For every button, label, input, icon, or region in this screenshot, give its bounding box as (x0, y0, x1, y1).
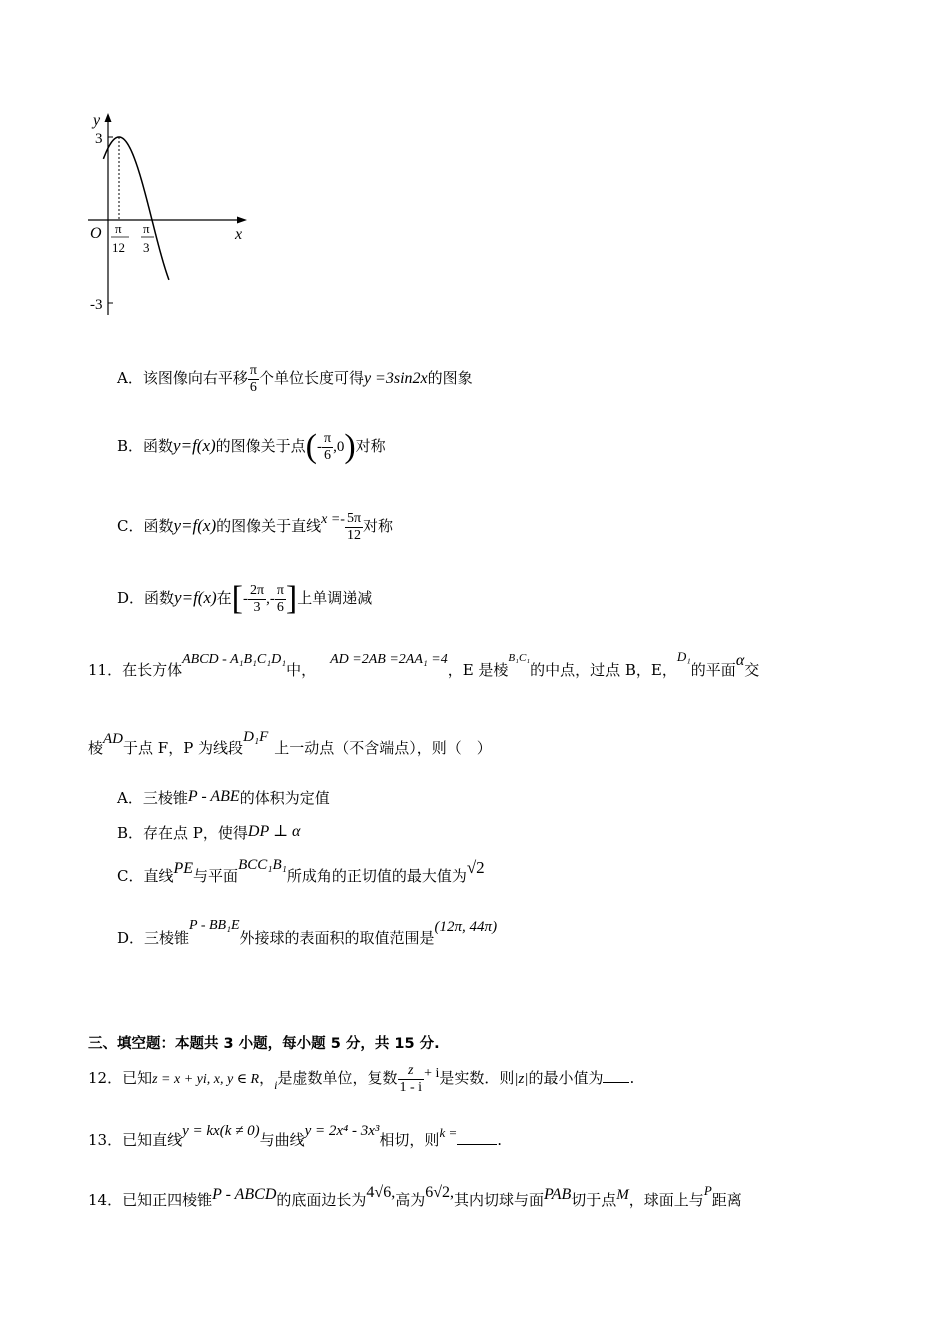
y-axis-label: y (93, 112, 101, 129)
y-min-label: -3 (90, 297, 103, 313)
x-axis-arrow (237, 217, 247, 224)
section-heading: 三、填空题：本题共 3 小题，每小题 5 分，共 15 分. (88, 1036, 440, 1052)
q10-option-d: D．函数y=f(x)在[- $\frac{2\pi}{3}$ ,- $\frac{\pi}{6}$ ]上单调递减 (117, 580, 373, 617)
x-tick2-num: π (143, 221, 150, 236)
q10-option-a: A．该图像向右平移 $\frac{\pi}{6}$ 个单位长度可得y =3sin2x的图象 (117, 362, 473, 395)
x-tick2-den: 3 (143, 240, 150, 255)
q13-line: 13．已知直线y = kx(k ≠ 0)与曲线y = 2x⁴ - 3x³相切，则k = . (88, 1123, 503, 1149)
y-max-label: 3 (95, 131, 103, 147)
q11-option-b: B．存在点 P，使得DP ⊥ α (117, 823, 301, 842)
q11-option-d: D．三棱锥P - BB₁E外接球的表面积的取值范围是(12π, 44π) (117, 918, 498, 947)
q11-option-a: A．三棱锥P - ABE的体积为定值 (117, 788, 330, 807)
q10-option-b: B．函数y=f(x)的图像关于点(- $\frac{\pi}{6}$ ,0)对称 (117, 428, 386, 465)
q13-answer-blank[interactable] (457, 1130, 497, 1145)
origin-label: O (90, 225, 102, 242)
x-axis-label: x (235, 226, 243, 243)
q12-answer-blank[interactable] (603, 1068, 629, 1083)
q11-stem-line1: 11．在长方体ABCD - A₁B₁C₁D₁中，AD =2AB =2AA₁ =4，E 是棱$^{B_1C_1}$的中点，过点 B，E，D₁的平面α交 (88, 649, 760, 679)
q11-stem-line2: 棱AD于点 F，P 为线段D₁F上一动点（不含端点），则（ ） (88, 729, 492, 757)
sine-graph (80, 105, 270, 330)
fraction: $\frac{\pi}{6}$ (249, 362, 257, 395)
q11-option-c: C．直线PE与平面BCC₁B₁所成角的正切值的最大值为√2 (117, 857, 485, 885)
x-tick1-num: π (115, 221, 122, 236)
q14-line: 14．已知正四棱锥P - ABCD的底面边长为4√6,高为6√2,其内切球与面PAB切于点M，球面上与P距离 (88, 1183, 742, 1209)
x-tick1-den: 12 (112, 240, 125, 255)
q10-option-c: C．函数y=f(x)的图像关于直线x =- $\frac{5\pi}{12}$ 对称 (117, 510, 394, 543)
sine-curve (103, 137, 169, 280)
y-axis-arrow (105, 113, 112, 122)
q12-line: 12．已知z = x + yi, x, y ∈ R，$_i$是虚数单位，复数 $\frac{z}{1 - i}$ + i是实数．则|z|的最小值为 . (88, 1062, 635, 1095)
